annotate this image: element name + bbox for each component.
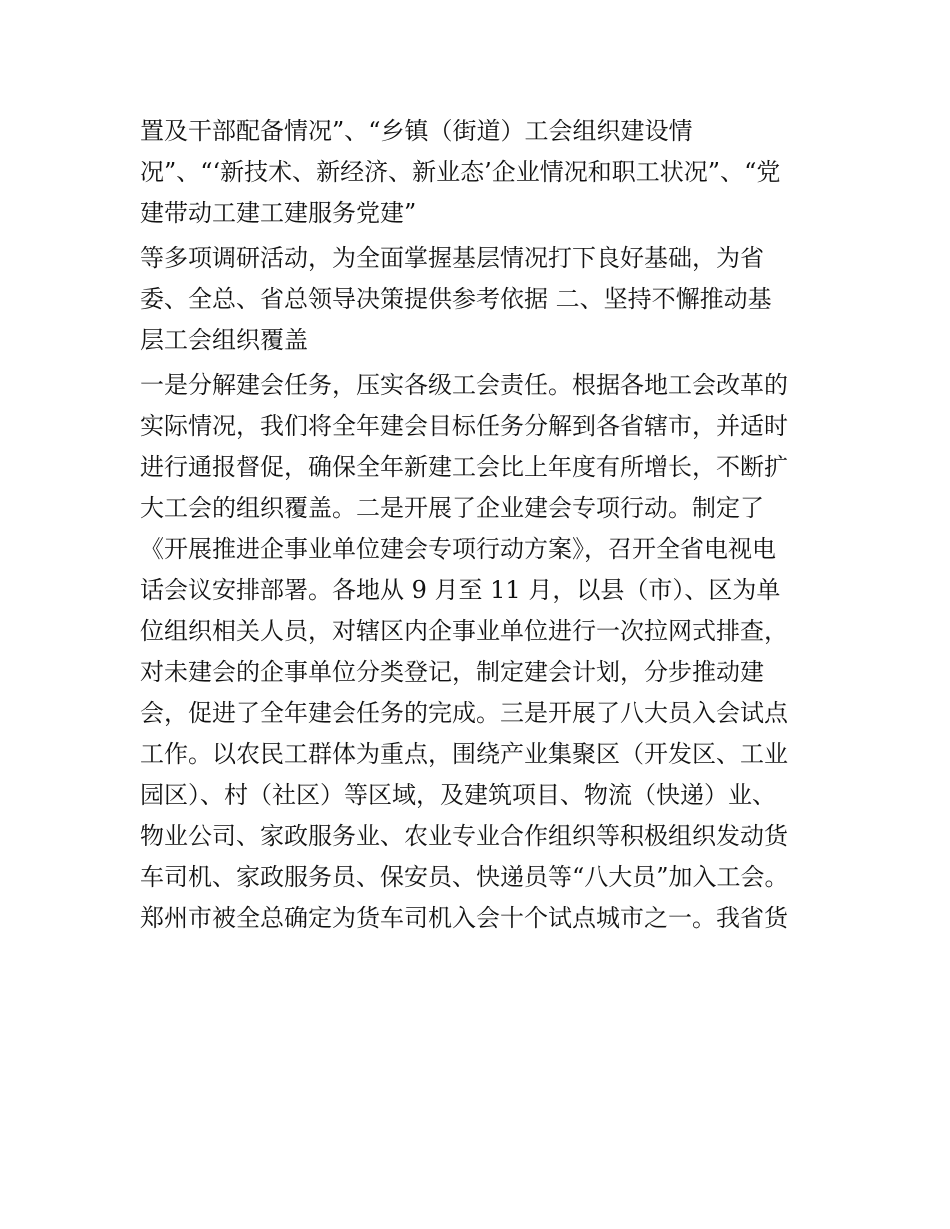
text-line: 园区）、村（社区）等区域，及建筑项目、物流（快递）业、	[140, 781, 776, 809]
text-line: 一是分解建会任务，压实各级工会责任。根据各地工会改革的	[140, 371, 788, 399]
text-line: 等多项调研活动，为全面掌握基层情况打下良好基础，为省	[140, 244, 764, 272]
text-line: 大工会的组织覆盖。二是开展了企业建会专项行动。制定了	[140, 494, 764, 522]
text-line: 实际情况，我们将全年建会目标任务分解到各省辖市，并适时	[140, 412, 788, 440]
text-line: 进行通报督促，确保全年新建工会比上年度有所增长，不断扩	[140, 453, 788, 481]
text-line: 对未建会的企事单位分类登记，制定建会计划，分步推动建	[140, 658, 764, 686]
text-line: 况”、“‘新技术、新经济、新业态’企业情况和职工状况”、“党	[140, 158, 781, 186]
text-line: 建带动工建工建服务党建”	[140, 199, 417, 227]
document-body	[140, 111, 820, 939]
text-line: 会，促进了全年建会任务的完成。三是开展了八大员入会试点	[140, 699, 788, 727]
text-line: 郑州市被全总确定为货车司机入会十个试点城市之一。我省货	[140, 904, 788, 932]
text-line: 话会议安排部署。各地从 9 月至 11 月，以县（市）、区为单	[140, 576, 781, 604]
text-line: 置及干部配备情况”、“乡镇（街道）工会组织建设情	[140, 117, 693, 145]
text-line: 《开展推进企事业单位建会专项行动方案》，召开全省电视电	[140, 535, 776, 563]
text-line: 位组织相关人员，对辖区内企事业单位进行一次拉网式排查，	[140, 617, 788, 645]
text-line: 物业公司、家政服务业、农业专业合作组织等积极组织发动货	[140, 822, 788, 850]
text-line: 工作。以农民工群体为重点，围绕产业集聚区（开发区、工业	[140, 740, 788, 768]
text-line: 层工会组织覆盖	[140, 326, 308, 354]
text-line: 委、全总、省总领导决策提供参考依据 二、坚持不懈推动基	[140, 285, 772, 313]
text-line: 车司机、家政服务员、保安员、快递员等“八大员”加入工会。	[140, 863, 789, 891]
